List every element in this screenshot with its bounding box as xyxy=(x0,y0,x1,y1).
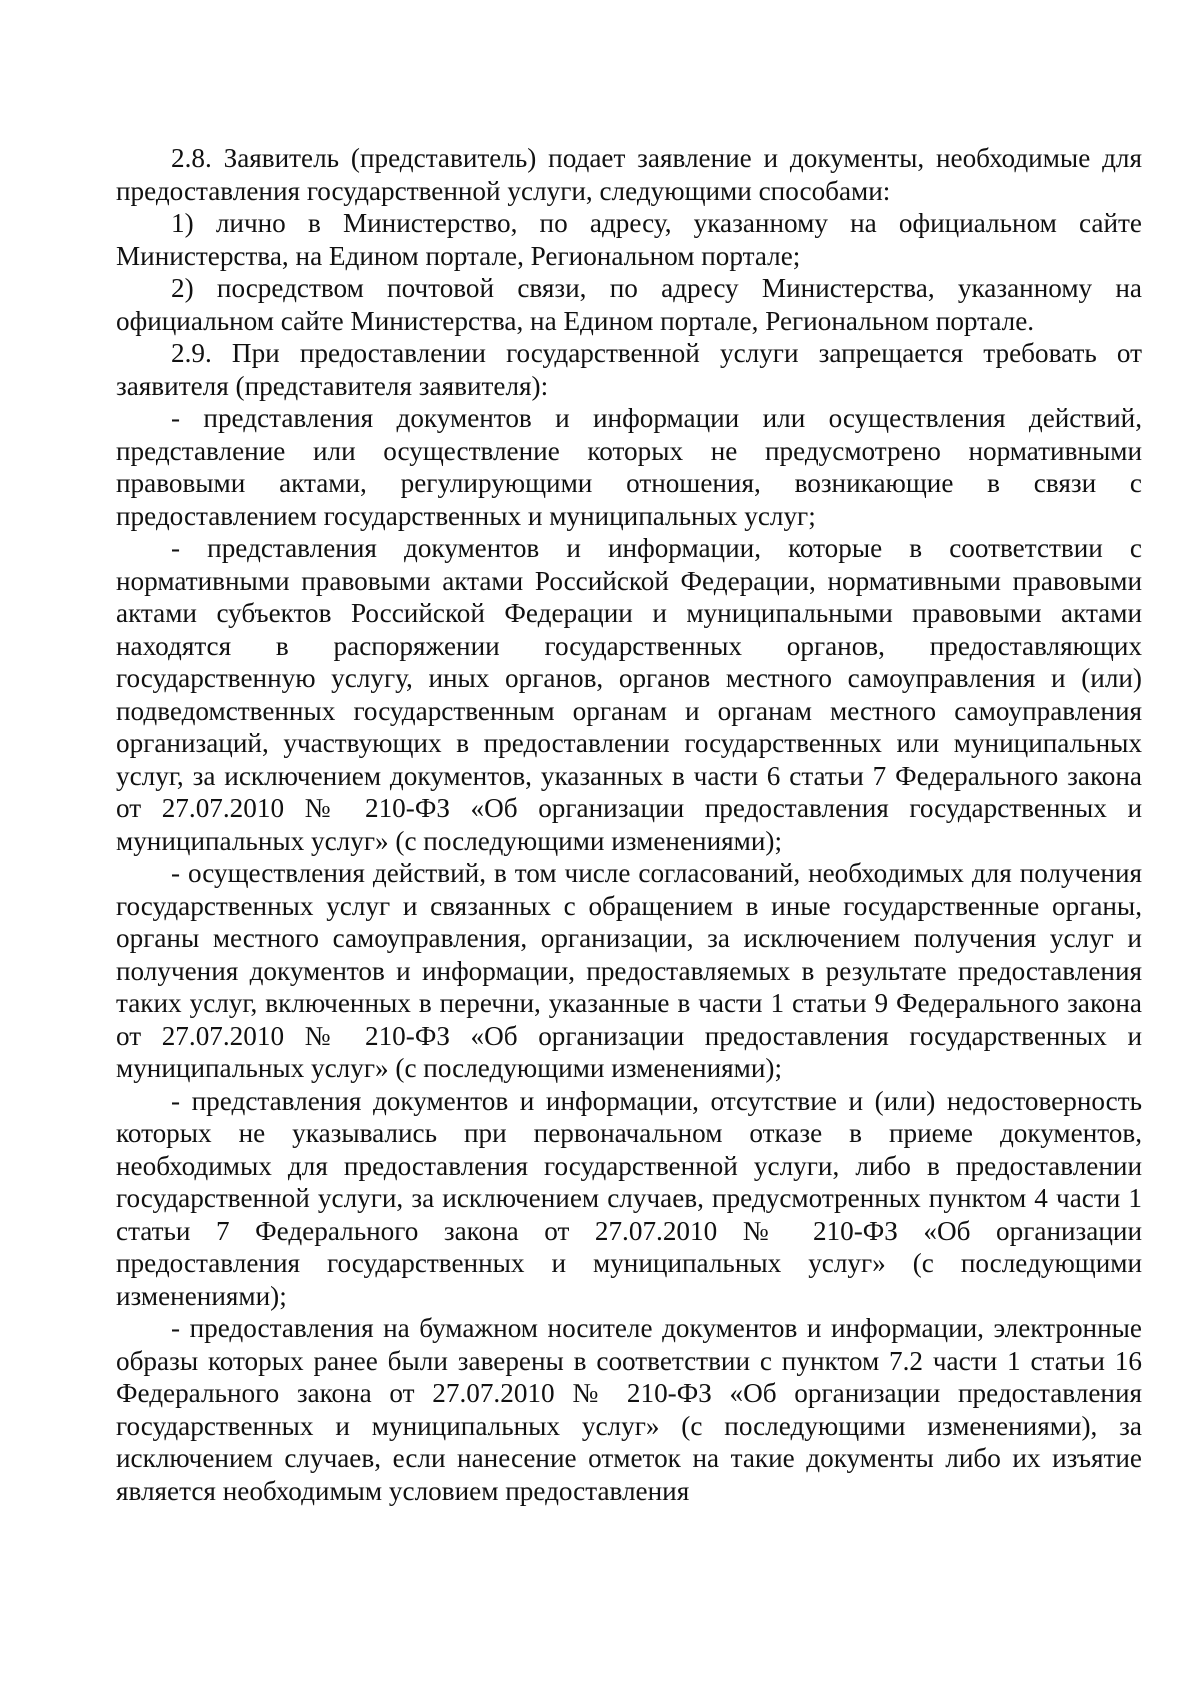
list-item-prohibition-2: - представления документов и информации, которые в соответствии с нормативными правовыми актами Российской Федерации, нормативными правовыми актами субъектов Российской Федерации и муниципальными правовыми актами находятся в распоряжении государственных органов, предоставляющих государственную услугу, иных органов, органов местного самоуправления и (или) подведомственных государственным органам и органам местного самоуправления организаций, участвующих в предоставлении государственных или муниципальных услуг, за исключением документов, указанных в части 6 статьи 7 Федерального закона от 27.07.2010 № 210-ФЗ «Об организации предоставления государственных и муниципальных услуг» (с последующими изменениями); xyxy=(116,533,1142,856)
list-item-prohibition-3: - осуществления действий, в том числе согласований, необходимых для получения государственных услуг и связанных с обращением в иные государственные органы, органы местного самоуправления, организации, за исключением получения услуг и получения документов и информации, предоставляемых в результате предоставления таких услуг, включенных в перечни, указанные в части 1 статьи 9 Федерального закона от 27.07.2010 № 210-ФЗ «Об организации предоставления государственных и муниципальных услуг» (с последующими изменениями); xyxy=(116,858,1142,1083)
paragraph-method-post: 2) посредством почтовой связи, по адресу Министерства, указанному на официальном сайте Министерства, на Едином портале, Региональном портале. xyxy=(116,273,1142,336)
paragraph-method-in-person: 1) лично в Министерство, по адресу, указанному на официальном сайте Министерства, на Едином портале, Региональном портале; xyxy=(116,208,1142,271)
paragraph-2-8: 2.8. Заявитель (представитель) подает заявление и документы, необходимые для предоставления государственной услуги, следующими способами: xyxy=(116,143,1142,206)
list-item-prohibition-1: - представления документов и информации или осуществления действий, представление или осуществление которых не предусмотрено нормативными правовыми актами, регулирующими отношения, возникающие в связи с предоставлением государственных и муниципальных услуг; xyxy=(116,403,1142,531)
paragraph-2-9: 2.9. При предоставлении государственной услуги запрещается требовать от заявителя (представителя заявителя): xyxy=(116,338,1142,401)
list-item-prohibition-5: - предоставления на бумажном носителе документов и информации, электронные образы которых ранее были заверены в соответствии с пунктом 7.2 части 1 статьи 16 Федерального закона от 27.07.2010 № 210-ФЗ «Об организации предоставления государственных и муниципальных услуг» (с последующими изменениями), за исключением случаев, если нанесение отметок на такие документы либо их изъятие является необходимым условием предоставления xyxy=(116,1313,1142,1506)
document-body xyxy=(116,142,1142,1507)
list-item-prohibition-4: - представления документов и информации, отсутствие и (или) недостоверность которых не указывались при первоначальном отказе в приеме документов, необходимых для предоставления государственной услуги, либо в предоставлении государственной услуги, за исключением случаев, предусмотренных пунктом 4 части 1 статьи 7 Федерального закона от 27.07.2010 № 210-ФЗ «Об организации предоставления государственных и муниципальных услуг» (с последующими изменениями); xyxy=(116,1085,1142,1311)
